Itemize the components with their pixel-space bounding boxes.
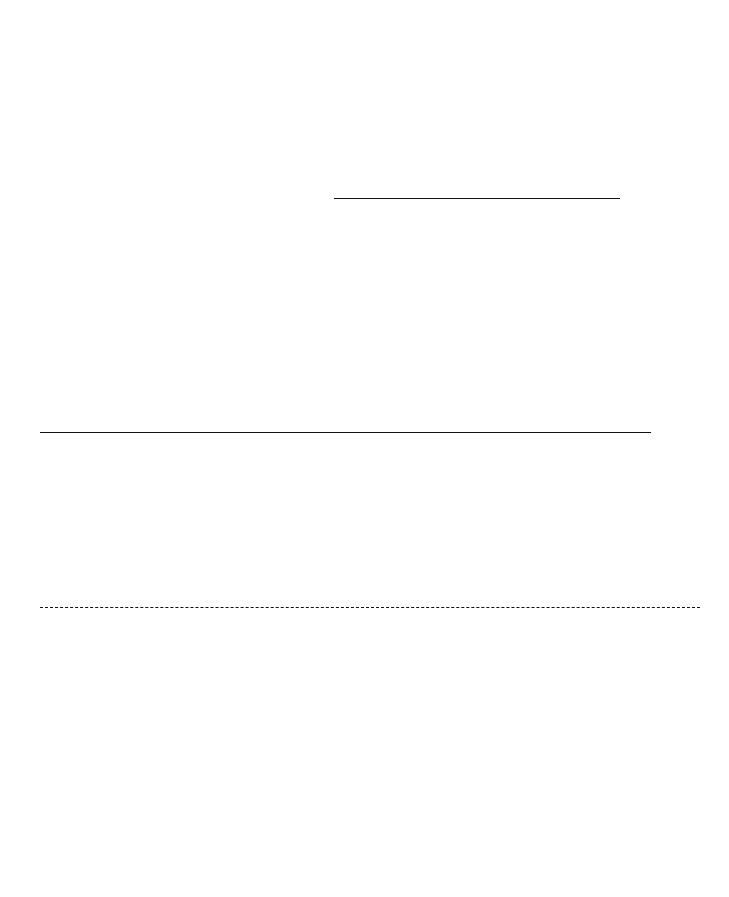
frequency-response-chart [0, 195, 729, 425]
table-header-rule [40, 607, 700, 608]
chart-bottom-rule [40, 432, 651, 433]
